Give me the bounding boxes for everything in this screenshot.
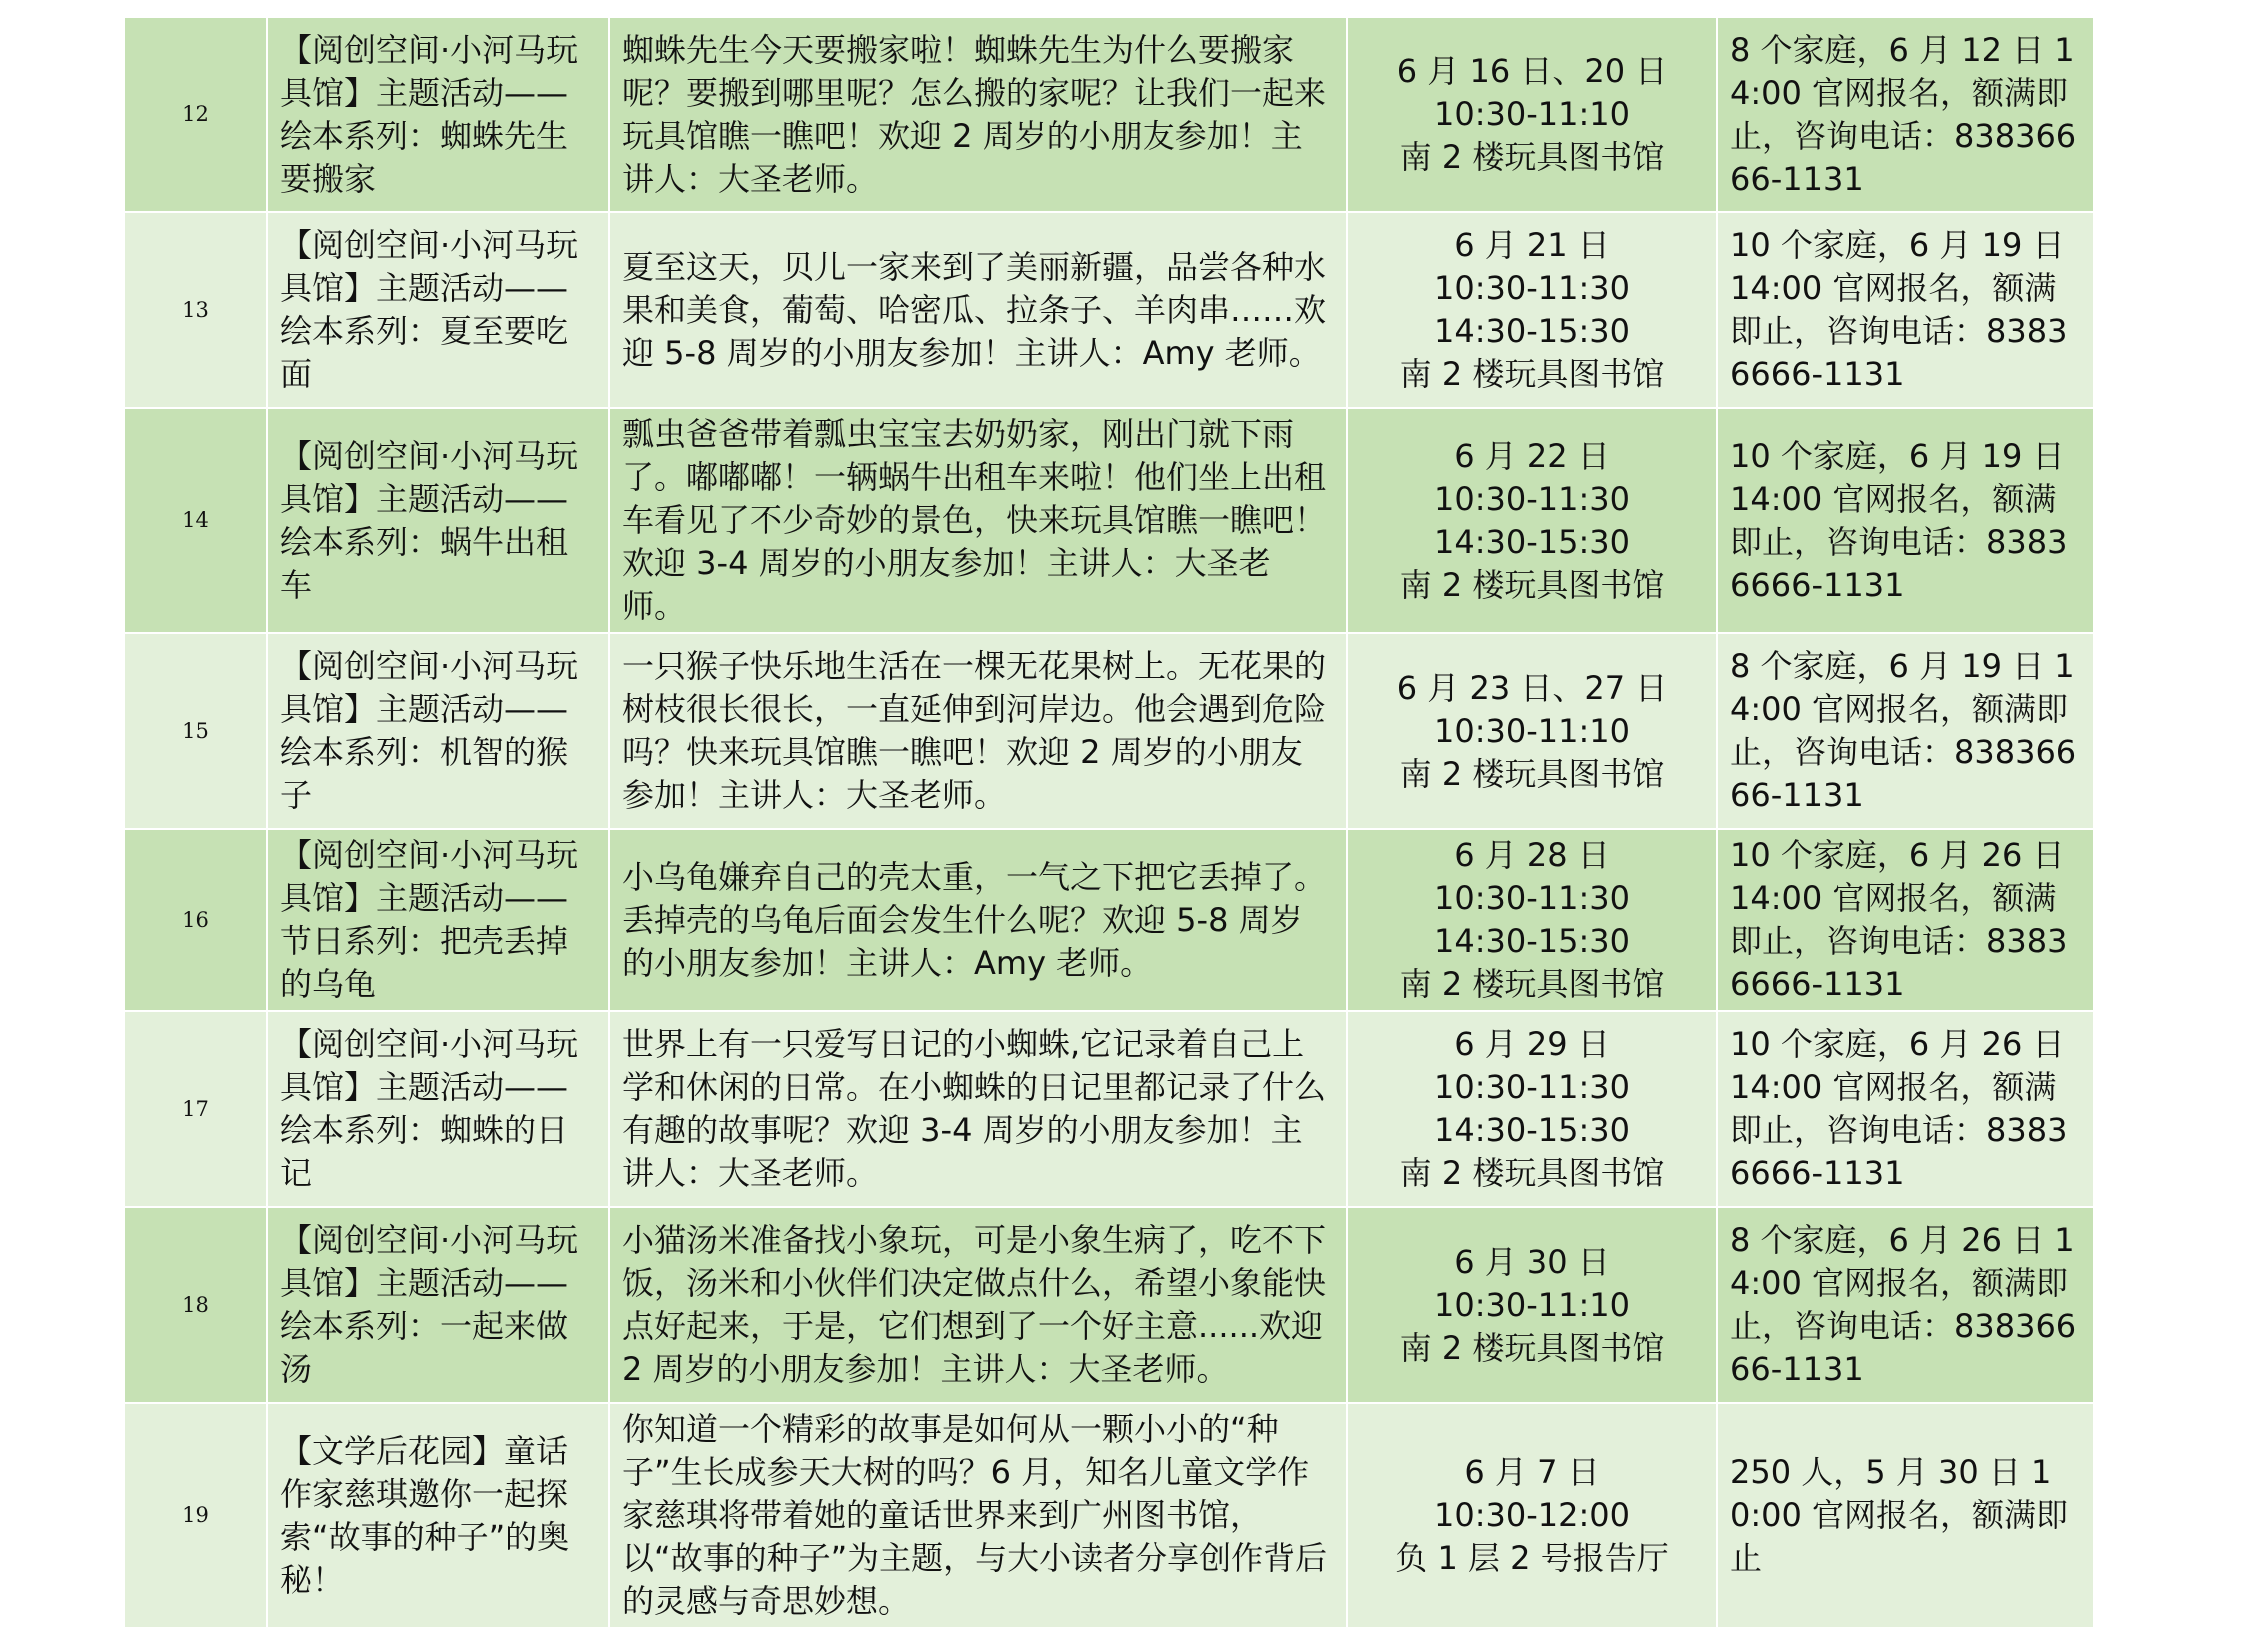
row-number: 19 (124, 1403, 267, 1628)
activity-signup-info: 10 个家庭，6 月 19 日 14:00 官网报名，额满即止，咨询电话：83836666-1131 (1717, 408, 2094, 633)
row-number: 13 (124, 212, 267, 408)
activity-time-location: 6 月 7 日 10:30-12:00 负 1 层 2 号报告厅 (1347, 1403, 1717, 1628)
activity-description: 夏至这天，贝儿一家来到了美丽新疆，品尝各种水果和美食，葡萄、哈密瓜、拉条子、羊肉串……欢迎 5-8 周岁的小朋友参加！主讲人：Amy 老师。 (609, 212, 1347, 408)
activity-description: 世界上有一只爱写日记的小蜘蛛,它记录着自己上学和休闲的日常。在小蜘蛛的日记里都记录了什么有趣的故事呢？欢迎 3-4 周岁的小朋友参加！主讲人：大圣老师。 (609, 1011, 1347, 1207)
activity-signup-info: 8 个家庭，6 月 26 日 14:00 官网报名，额满即止，咨询电话：83836666-1131 (1717, 1207, 2094, 1403)
row-number: 14 (124, 408, 267, 633)
activity-signup-info: 8 个家庭，6 月 12 日 14:00 官网报名，额满即止，咨询电话：83836666-1131 (1717, 17, 2094, 212)
activity-time-location: 6 月 30 日 10:30-11:10 南 2 楼玩具图书馆 (1347, 1207, 1717, 1403)
activity-title: 【阅创空间·小河马玩具馆】主题活动——绘本系列：夏至要吃面 (267, 212, 609, 408)
table-row (124, 1011, 2094, 1207)
activity-signup-info: 250 人，5 月 30 日 10:00 官网报名，额满即止 (1717, 1403, 2094, 1628)
table-row (124, 17, 2094, 212)
row-number: 18 (124, 1207, 267, 1403)
row-number: 17 (124, 1011, 267, 1207)
activity-description: 瓢虫爸爸带着瓢虫宝宝去奶奶家，刚出门就下雨了。嘟嘟嘟！一辆蜗牛出租车来啦！他们坐上出租车看见了不少奇妙的景色，快来玩具馆瞧一瞧吧！欢迎 3-4 周岁的小朋友参加！主讲人：大圣老师。 (609, 408, 1347, 633)
table-row (124, 408, 2094, 633)
activity-description: 小猫汤米准备找小象玩，可是小象生病了，吃不下饭，汤米和小伙伴们决定做点什么，希望小象能快点好起来，于是，它们想到了一个好主意......欢迎 2 周岁的小朋友参加！主讲人：大圣老师。 (609, 1207, 1347, 1403)
activity-title: 【阅创空间·小河马玩具馆】主题活动——绘本系列：蜗牛出租车 (267, 408, 609, 633)
table-row (124, 212, 2094, 408)
activity-title: 【文学后花园】童话作家慈琪邀你一起探索“故事的种子”的奥秘！ (267, 1403, 609, 1628)
activity-table-page (123, 16, 2093, 1620)
activity-table (123, 16, 2095, 1629)
activity-title: 【阅创空间·小河马玩具馆】主题活动——绘本系列：机智的猴子 (267, 633, 609, 829)
activity-time-location: 6 月 29 日 10:30-11:30 14:30-15:30 南 2 楼玩具图书馆 (1347, 1011, 1717, 1207)
activity-time-location: 6 月 23 日、27 日 10:30-11:10 南 2 楼玩具图书馆 (1347, 633, 1717, 829)
row-number: 16 (124, 829, 267, 1011)
activity-title: 【阅创空间·小河马玩具馆】主题活动——绘本系列：蜘蛛先生要搬家 (267, 17, 609, 212)
activity-time-location: 6 月 28 日 10:30-11:30 14:30-15:30 南 2 楼玩具图书馆 (1347, 829, 1717, 1011)
table-row (124, 1403, 2094, 1628)
activity-description: 一只猴子快乐地生活在一棵无花果树上。无花果的树枝很长很长，一直延伸到河岸边。他会遇到危险吗？快来玩具馆瞧一瞧吧！欢迎 2 周岁的小朋友参加！主讲人：大圣老师。 (609, 633, 1347, 829)
activity-description: 蜘蛛先生今天要搬家啦！蜘蛛先生为什么要搬家呢？要搬到哪里呢？怎么搬的家呢？让我们一起来玩具馆瞧一瞧吧！欢迎 2 周岁的小朋友参加！主讲人：大圣老师。 (609, 17, 1347, 212)
row-number: 15 (124, 633, 267, 829)
activity-title: 【阅创空间·小河马玩具馆】主题活动——绘本系列：一起来做汤 (267, 1207, 609, 1403)
table-row (124, 633, 2094, 829)
activity-time-location: 6 月 22 日 10:30-11:30 14:30-15:30 南 2 楼玩具图书馆 (1347, 408, 1717, 633)
activity-title: 【阅创空间·小河马玩具馆】主题活动——绘本系列：蜘蛛的日记 (267, 1011, 609, 1207)
table-row (124, 1207, 2094, 1403)
activity-title: 【阅创空间·小河马玩具馆】主题活动——节日系列：把壳丢掉的乌龟 (267, 829, 609, 1011)
table-row (124, 829, 2094, 1011)
activity-description: 你知道一个精彩的故事是如何从一颗小小的“种子”生长成参天大树的吗？6 月，知名儿童文学作家慈琪将带着她的童话世界来到广州图书馆，以“故事的种子”为主题，与大小读者分享创作背后的灵感与奇思妙想。 (609, 1403, 1347, 1628)
activity-time-location: 6 月 21 日 10:30-11:30 14:30-15:30 南 2 楼玩具图书馆 (1347, 212, 1717, 408)
activity-signup-info: 8 个家庭，6 月 19 日 14:00 官网报名，额满即止，咨询电话：83836666-1131 (1717, 633, 2094, 829)
activity-time-location: 6 月 16 日、20 日 10:30-11:10 南 2 楼玩具图书馆 (1347, 17, 1717, 212)
activity-signup-info: 10 个家庭，6 月 26 日 14:00 官网报名，额满即止，咨询电话：83836666-1131 (1717, 1011, 2094, 1207)
activity-description: 小乌龟嫌弃自己的壳太重，一气之下把它丢掉了。丢掉壳的乌龟后面会发生什么呢？欢迎 5-8 周岁的小朋友参加！主讲人：Amy 老师。 (609, 829, 1347, 1011)
row-number: 12 (124, 17, 267, 212)
activity-signup-info: 10 个家庭，6 月 19 日 14:00 官网报名，额满即止，咨询电话：83836666-1131 (1717, 212, 2094, 408)
activity-signup-info: 10 个家庭，6 月 26 日 14:00 官网报名，额满即止，咨询电话：83836666-1131 (1717, 829, 2094, 1011)
